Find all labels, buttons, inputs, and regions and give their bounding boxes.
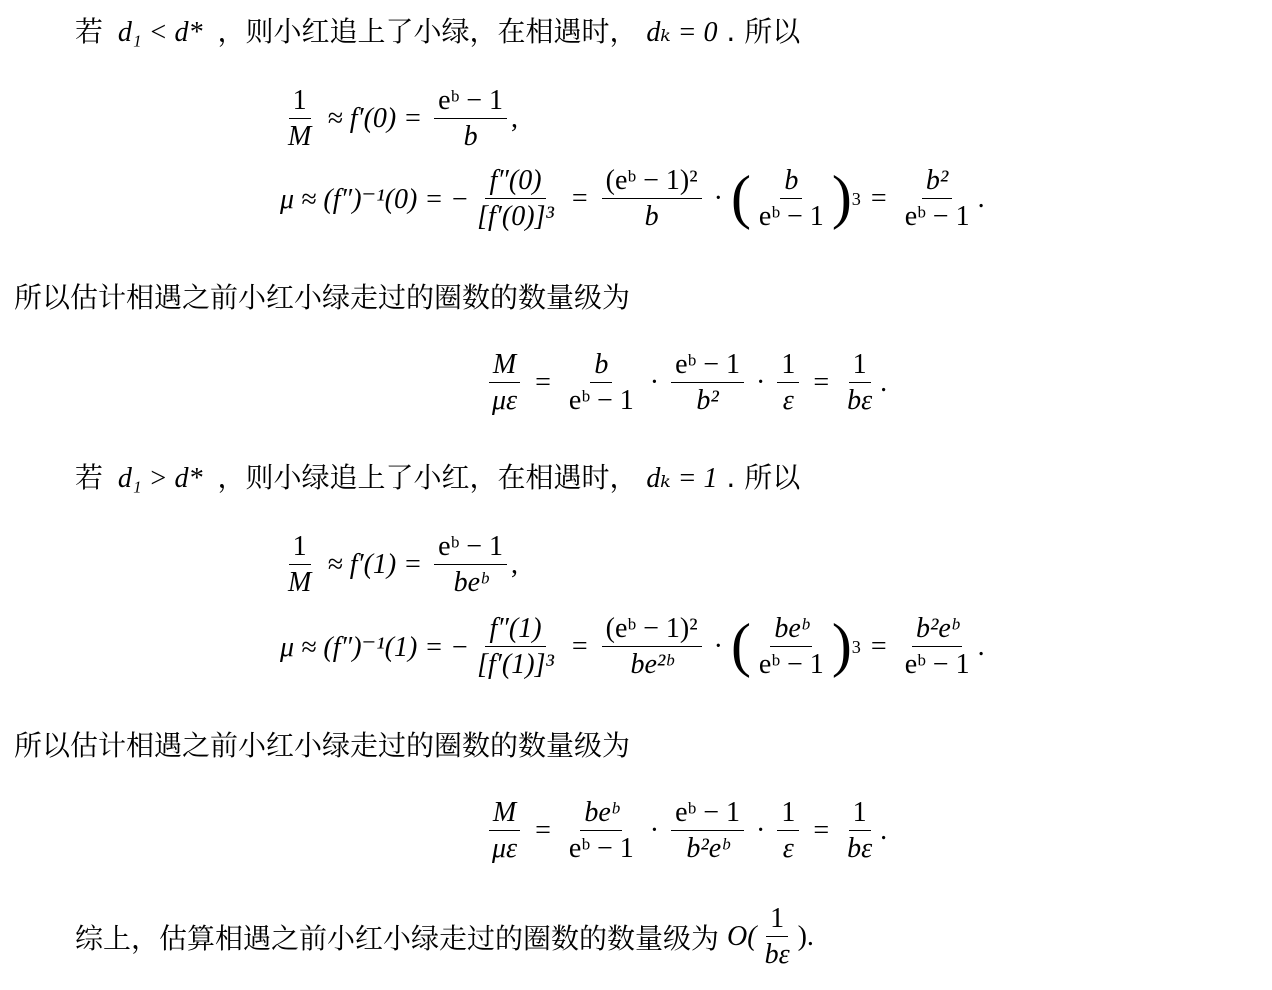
- numerator: f″(0): [485, 166, 545, 199]
- fraction-1-over-b-eps: [843, 350, 876, 416]
- fraction-b-over-eb-minus-1: [755, 166, 828, 232]
- numerator: 1: [766, 904, 788, 937]
- paragraph-estimate-1: 所以估计相遇之前小红小绿走过的圈数的数量级为: [14, 281, 631, 314]
- period: .: [880, 814, 888, 846]
- fraction-1-over-b-eps: [843, 798, 876, 864]
- fraction-beb-over-eb-minus-1: [755, 614, 828, 680]
- denominator: M: [288, 121, 312, 153]
- text-so: . 所以: [726, 461, 801, 494]
- numerator: beᵇ: [770, 614, 812, 647]
- fraction-M-over-mu-eps: [488, 350, 521, 416]
- denominator: ε: [782, 385, 794, 417]
- numerator: b: [780, 166, 802, 199]
- equation-1-over-M: [280, 86, 518, 152]
- equation-M-over-mu-epsilon-1: $\frac{M}{\mu\varepsilon}$ = $\frac{b}{\text{eᵇ − 1}}$ · $\frac{\text{eᵇ − 1}}{\text{b²}}$ · $\frac{1}{\varepsilon}$ = $\frac{1}{b\varepsilon}$ .: [484, 350, 887, 416]
- fraction-b-over-eb-minus-1: [565, 350, 638, 416]
- numerator: 1: [849, 798, 871, 831]
- text-case-2: ，则小绿追上了小红，在相遇时，: [217, 461, 638, 494]
- fraction-eb-minus-1-over-b2: [671, 350, 744, 416]
- fraction-beb-over-eb-minus-1: [565, 798, 638, 864]
- fraction-1-over-M: [284, 86, 315, 152]
- denominator: eᵇ − 1: [904, 201, 970, 233]
- fraction-f2-over-f1-cubed: [473, 166, 558, 232]
- denominator: eᵇ − 1: [568, 385, 634, 417]
- denominator: b²eᵇ: [686, 833, 729, 865]
- paragraph-case-1: [75, 15, 801, 48]
- numerator: 1: [289, 86, 311, 119]
- text-if: 若: [75, 15, 104, 48]
- numerator: 1: [777, 350, 799, 383]
- dk-equals-1: dₖ = 1: [646, 463, 718, 494]
- mu-lhs: μ ≈ (f″)⁻¹(0) = −: [280, 183, 470, 215]
- denominator: [f′(0)]³: [477, 201, 554, 233]
- numerator: eᵇ − 1: [671, 350, 744, 383]
- equation-mu-case-0: μ ≈ (f″)⁻¹(0) = − $\frac{f''(0)}{\text{[f′(0)]³}}$ = $\frac{\text{(eᵇ − 1)²}}{b}$ · ( $\frac{b}{\text{eᵇ − 1}}$ ) 3 = $\frac{\text{b²}}{\text{eᵇ − 1}}$ .: [280, 163, 985, 233]
- numerator: 1: [777, 798, 799, 831]
- fraction-1-over-b-eps: [761, 904, 794, 970]
- approx-f-prime-1: ≈ f′(1) =: [327, 548, 423, 580]
- period: .: [977, 630, 985, 662]
- period: .: [880, 366, 888, 398]
- fraction-M-over-mu-eps: [488, 798, 521, 864]
- equation-1-over-M-case-1: [280, 532, 518, 598]
- paragraph-case-2: [75, 461, 801, 494]
- fraction-eb-minus-1-squared-over-be2b: [602, 614, 702, 680]
- numerator: (eᵇ − 1)²: [602, 166, 702, 199]
- approx-f-prime-0: ≈ f′(0) =: [327, 102, 423, 134]
- fraction-1-over-M: [284, 532, 315, 598]
- numerator: eᵇ − 1: [434, 86, 507, 119]
- equation-mu-case-1: μ ≈ (f″)⁻¹(1) = − $\frac{f''(1)}{\text{[f′(1)]³}}$ = $\frac{\text{(eᵇ − 1)²}}{\text{be²ᵇ}}$ · ( $\frac{\text{beᵇ}}{\text{eᵇ − 1}}$ ) 3 = $\frac{\text{b²eᵇ}}{\text{eᵇ − 1}}$ .: [280, 611, 985, 681]
- denominator: b²: [696, 385, 719, 417]
- denominator: b: [463, 121, 478, 153]
- big-o-open: O(: [727, 920, 757, 952]
- fraction-1-over-eps: [777, 798, 799, 864]
- period: .: [977, 182, 985, 214]
- numerator: eᵇ − 1: [434, 532, 507, 565]
- fraction-b2-over-eb-minus-1: [901, 166, 974, 232]
- denominator: ε: [782, 833, 794, 865]
- big-o-close: ).: [797, 920, 814, 952]
- comma: ,: [511, 548, 519, 580]
- paragraph-estimate-2: 所以估计相遇之前小红小绿走过的圈数的数量级为: [14, 729, 631, 762]
- text-conclusion: 综上，估算相遇之前小红小绿走过的圈数的数量级为: [75, 921, 720, 955]
- numerator: f″(1): [485, 614, 545, 647]
- numerator: b²: [922, 166, 952, 199]
- denominator: με: [492, 833, 518, 865]
- fraction-f2-over-f1-cubed: [473, 614, 558, 680]
- denominator: eᵇ − 1: [904, 649, 970, 681]
- fraction-b2eb-over-eb-minus-1: [901, 614, 974, 680]
- denominator: M: [288, 567, 312, 599]
- denominator: bε: [764, 939, 790, 971]
- numerator: 1: [289, 532, 311, 565]
- denominator: bε: [847, 833, 873, 865]
- paragraph-conclusion: [75, 904, 814, 970]
- numerator: b²eᵇ: [912, 614, 962, 647]
- text-so: . 所以: [726, 15, 801, 48]
- fraction-eb-minus-1-over-b: [434, 86, 507, 152]
- equation-M-over-mu-epsilon-2: $\frac{M}{\mu\varepsilon}$ = $\frac{\text{beᵇ}}{\text{eᵇ − 1}}$ · $\frac{\text{eᵇ − 1}}{\text{b²eᵇ}}$ · $\frac{1}{\varepsilon}$ = $\frac{1}{b\varepsilon}$ .: [484, 798, 887, 864]
- numerator: b: [590, 350, 612, 383]
- numerator: eᵇ − 1: [671, 798, 744, 831]
- denominator: [f′(1)]³: [477, 649, 554, 681]
- condition-d1-less: d₁ < d*: [117, 17, 203, 48]
- denominator: be²ᵇ: [630, 649, 673, 681]
- denominator: eᵇ − 1: [568, 833, 634, 865]
- fraction-1-over-eps: [777, 350, 799, 416]
- fraction-eb-minus-1-over-b2eb: [671, 798, 744, 864]
- numerator: M: [489, 798, 520, 831]
- dk-equals-0: dₖ = 0: [646, 17, 718, 48]
- numerator: beᵇ: [580, 798, 622, 831]
- mu-lhs: μ ≈ (f″)⁻¹(1) = −: [280, 631, 470, 663]
- text-case-1: ，则小红追上了小绿，在相遇时，: [217, 15, 638, 48]
- denominator: με: [492, 385, 518, 417]
- numerator: 1: [849, 350, 871, 383]
- fraction-eb-minus-1-over-beb: [434, 532, 507, 598]
- denominator: bε: [847, 385, 873, 417]
- denominator: eᵇ − 1: [758, 201, 824, 233]
- numerator: M: [489, 350, 520, 383]
- denominator: eᵇ − 1: [758, 649, 824, 681]
- denominator: b: [644, 201, 659, 233]
- condition-d1-greater: d₁ > d*: [117, 463, 203, 494]
- fraction-eb-minus-1-squared-over-b: [602, 166, 702, 232]
- text-if: 若: [75, 461, 104, 494]
- comma: ,: [511, 102, 519, 134]
- numerator: (eᵇ − 1)²: [602, 614, 702, 647]
- denominator: beᵇ: [453, 567, 488, 599]
